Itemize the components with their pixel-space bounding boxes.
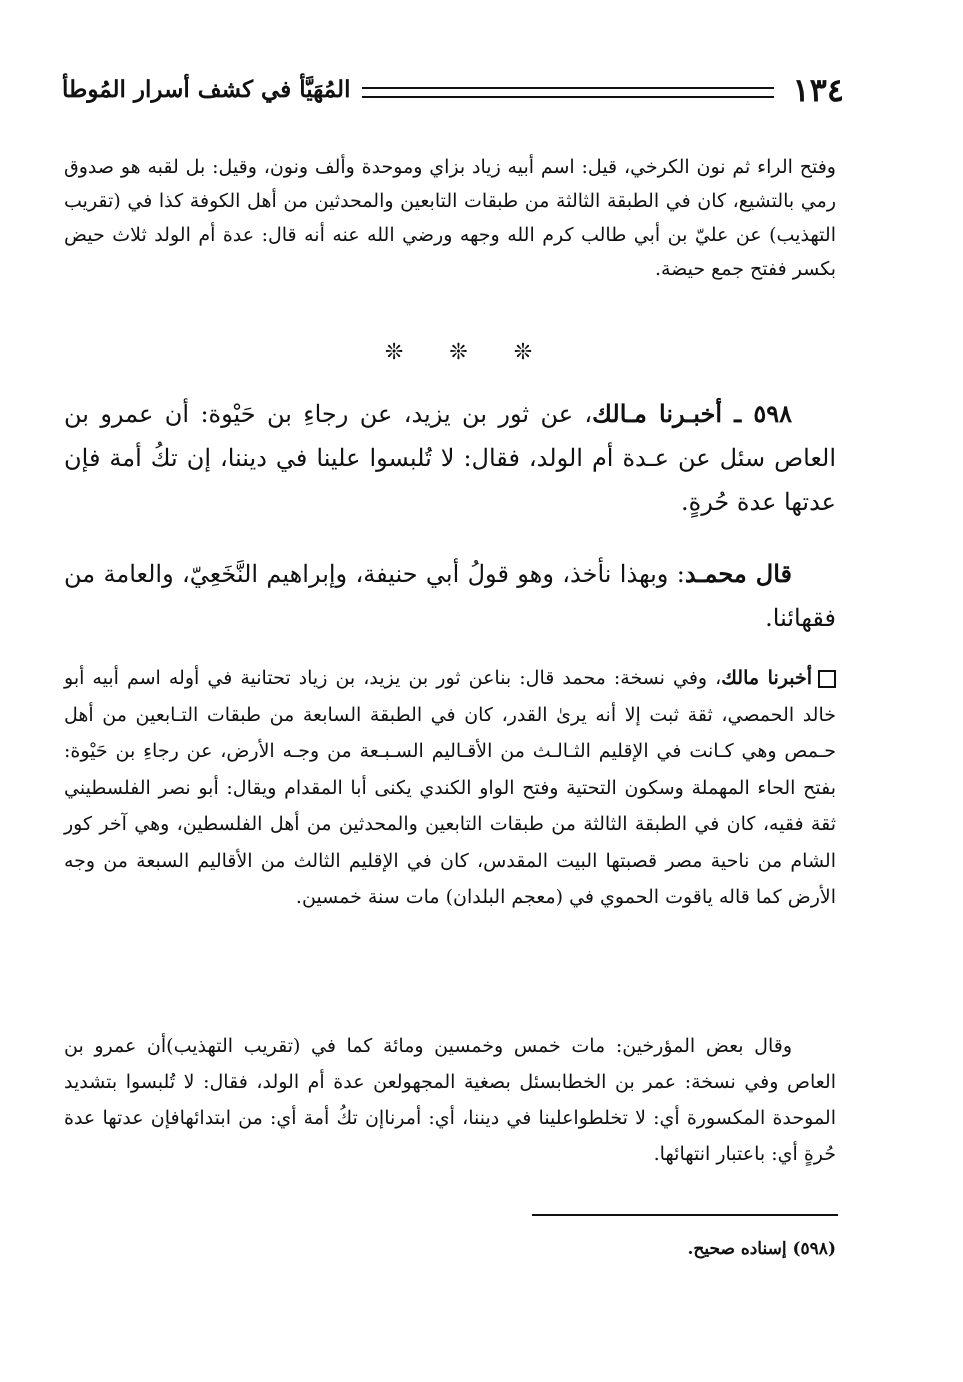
muhammad-paragraph — [64, 552, 836, 640]
commentary-lead: أخبرنا مالك — [721, 667, 812, 689]
book-title: المُهَيَّأ في كشف أسرار المُوطأ — [62, 76, 351, 103]
page-number: ١٣٤ — [792, 71, 844, 109]
hadith-paragraph — [64, 392, 836, 524]
muhammad-lead: قال محمـد — [684, 559, 792, 588]
intro-paragraph: وفتح الراء ثم نون الكرخي، قيل: اسم أبيه زياد بزاي وموحدة وألف ونون، وقيل: بل لقبه هو صدوق رمي بالتشيع، كان في الطبقة الثالثة من طبقات التابعين والمحدثين من أهل الكوفة كذا في (تقريب التهذيب) عن عليّ بن أبي طالب كرم الله وجهه ورضي الله عنه أنه قال: عدة أم الولد ثلاث حيض بكسر ففتح جمع حيضة. — [64, 156, 836, 280]
header-rule — [362, 87, 774, 98]
page-header — [62, 68, 844, 112]
commentary-text: ، وفي نسخة: محمد قال: بناعن ثور بن يزيد، بن زياد تحتانية في أوله اسم أبيه أبو خالد الحمصي، ثقة ثبت إلا أنه يرىٰ القدر، كان في الطبقة السابعة من طبقات التـابعين من أهل حـمص وهي كـانت في الإقليم الثـالـث من الأقـاليم السـبـعة من وجـه الأرض، عن رجاءِ بن حَيْوة: بفتح الحاء المهملة وسكون التحتية وفتح الواو الكندي يكنى أبا المقدام ويقال: أبو نصر الفلسطيني ثقة فقيه، كان في الطبقة الثالثة من طبقات التابعين والمحدثين من أهل الفلسطين، وهي آخر كور الشام من ناحية مصر قصبتها البيت المقدس، كان في الإقليم الثالث من الأقاليم السبعة من وجه الأرض كما قاله ياقوت الحموي في (معجم البلدان) مات سنة خمسين. — [64, 667, 836, 908]
section-separator: ❊❊❊ — [384, 340, 579, 365]
hadith-number-lead: ٥٩٨ ـ أخبـرنا مـالك — [592, 399, 792, 428]
muhammad-text: : وبهذا نأخذ، وهو قولُ أبي حنيفة، وإبراهيم النَّخَعِيّ، والعامة من فقهائنا. — [64, 560, 836, 632]
commentary-paragraph — [64, 660, 836, 916]
hadith-text: ، عن ثور بن يزيد، عن رجاءِ بن حَيْوة: أن عمرو بن العاص سئل عن عـدة أم الولد، فقال: لا تُلبسوا علينا في ديننا، إن تكُ أمة فإن عدتها عدة حُرةٍ. — [64, 400, 836, 516]
commentary-box-icon — [818, 670, 836, 688]
final-paragraph: وقال بعض المؤرخين: مات خمس وخمسين ومائة كما في (تقريب التهذيب)أن عمرو بن العاص وفي نسخة: عمر بن الخطابسئل بصغية المجهولعن عدة أم الولد، فقال: لا تُلبسوا بتشديد الموحدة المكسورة أي: لا تخلطواعلينا في ديننا، أي: أمرناإن تكُ أمة أي: من ابتدائهافإن عدتها عدة حُرةٍ أي: باعتبار انتهائها. — [64, 1035, 836, 1165]
footnote: (٥٩٨) إسناده صحيح. — [687, 1239, 836, 1259]
footnote-rule — [532, 1214, 838, 1216]
